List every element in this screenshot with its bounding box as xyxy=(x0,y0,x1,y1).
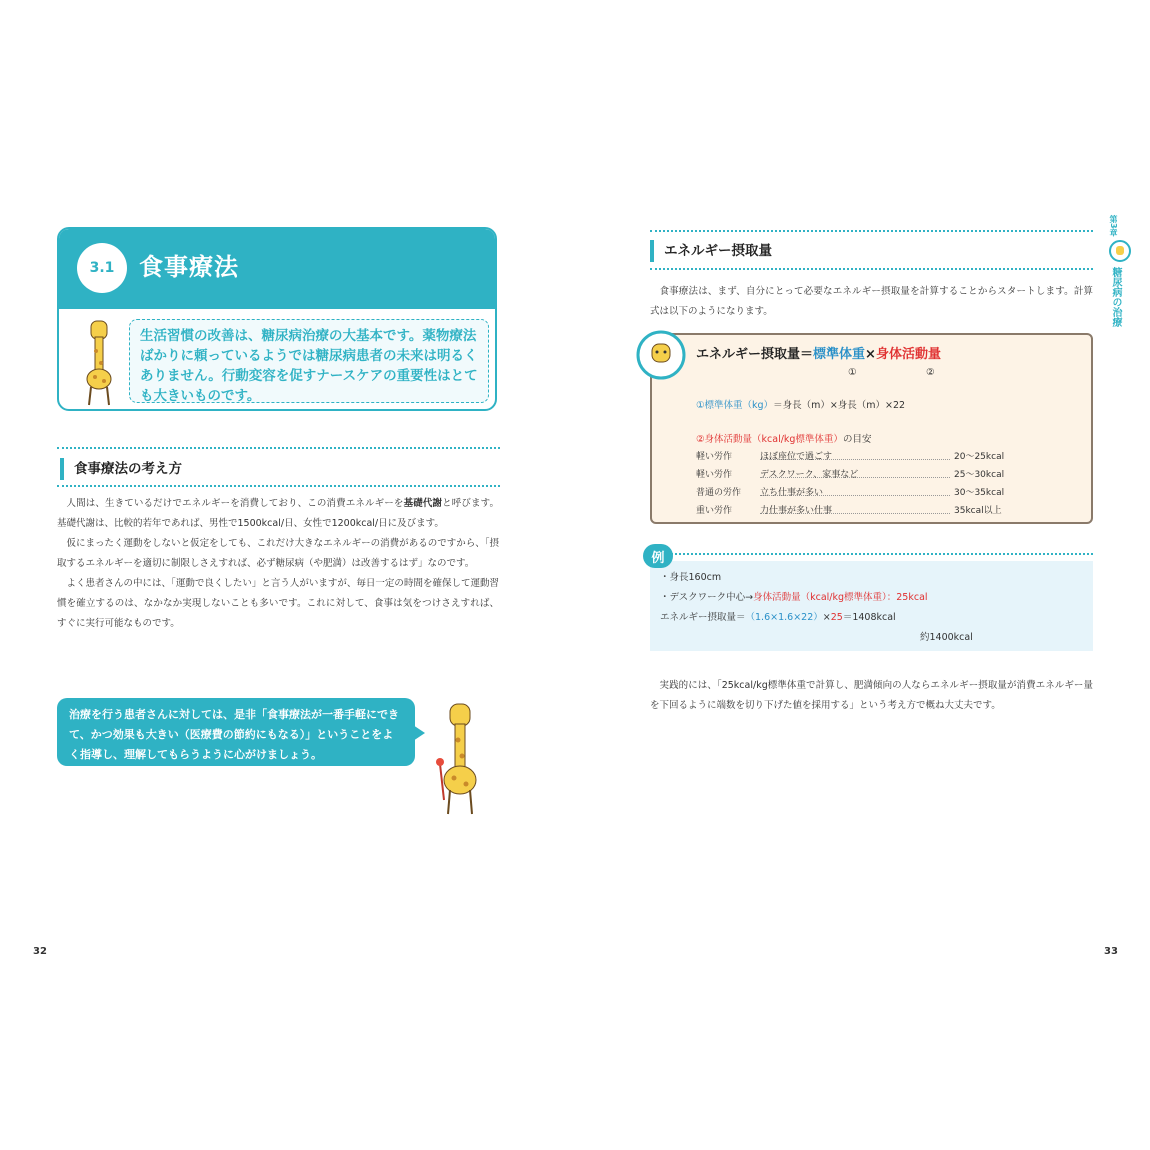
work-row xyxy=(696,502,1026,520)
text: の目安 xyxy=(842,434,872,445)
example-line xyxy=(660,609,896,623)
paragraph: 食事療法は、まず、自分にとって必要なエネルギー摂取量を計算することからスタートします。計算式は以下のようになります。 xyxy=(650,286,1093,317)
paragraph: 実践的には、「25kcal/kg標準体重で計算し、肥満傾向の人ならエネルギー摂取量が消費エネルギー量を下回るように端数を切り下げた値を採用する」という考え方で概ね大丈夫です。 xyxy=(650,680,1093,711)
text: エネルギー摂取量＝ xyxy=(660,612,746,623)
chapter-side-tab xyxy=(1108,215,1132,325)
giraffe-badge-icon xyxy=(636,330,686,380)
text: 人間は、生きているだけでエネルギーを消費しており、この消費エネルギーを xyxy=(66,498,404,509)
work-row xyxy=(696,466,1026,484)
divider xyxy=(650,230,1093,232)
text: デスクワーク、家事など xyxy=(760,466,950,478)
closing-text xyxy=(650,676,1093,716)
text: 35kcal以上 xyxy=(954,506,1002,516)
paragraph xyxy=(57,494,499,534)
advice-bubble: 治療を行う患者さんに対しては、是非「食事療法が一番手軽にできて、かつ効果も大きい（医療費の節約にもなる）」ということをよく指導し、理解してもらうように心がけましょう。 xyxy=(57,698,415,766)
text: ＝1408kcal xyxy=(842,612,896,623)
text: × xyxy=(822,612,831,623)
definition-1 xyxy=(696,397,905,411)
text: ほぼ座位で過ごす xyxy=(760,448,950,460)
text: 軽い労作 xyxy=(696,470,733,480)
text: ②身体活動量（kcal/kg標準体重） xyxy=(696,434,843,445)
divider xyxy=(57,447,500,449)
paragraph: よく患者さんの中には、「運動で良くしたい」と言う人がいますが、毎日一定の時間を確保して運動習慣を確立するのは、なかなか実現しないことも多いです。これに対して、食事は気をつけさえすれば、すぐに実行可能なものです。 xyxy=(57,578,499,629)
text: 標準体重 xyxy=(813,347,866,362)
text: 25〜30kcal xyxy=(954,470,1005,480)
text: 普通の労作 xyxy=(696,488,742,498)
giraffe-illustration xyxy=(430,700,490,818)
intro-text xyxy=(650,282,1093,322)
work-row xyxy=(696,484,1026,502)
text: 20〜25kcal xyxy=(954,452,1005,462)
text: 身体活動量 xyxy=(875,347,941,362)
text: 重い労作 xyxy=(696,506,733,516)
text: 立ち仕事が多い xyxy=(760,484,950,496)
divider xyxy=(57,485,500,487)
text: と呼びます。基礎代謝は、比較的若年であれば、男性で1500kcal/日、女性で1200kcal/日に及びます。 xyxy=(57,498,499,529)
chapter-title: 糖尿病の治療 xyxy=(1110,266,1121,327)
giraffe-icon xyxy=(1108,239,1132,263)
section-title: 食事療法 xyxy=(139,253,239,281)
formula-box xyxy=(650,333,1093,524)
text: 軽い労作 xyxy=(696,452,733,462)
text: （1.6×1.6×22） xyxy=(745,612,823,623)
example-line: ・身長160cm xyxy=(660,572,722,583)
example-box xyxy=(650,561,1093,651)
text: × xyxy=(865,347,876,362)
text: ①標準体重（kg） xyxy=(696,400,774,411)
example-badge: 例 xyxy=(643,544,673,568)
chapter-label: 第3章 xyxy=(1109,215,1118,237)
text: 25 xyxy=(830,612,843,623)
text: 30〜35kcal xyxy=(954,488,1005,498)
text: ・デスクワーク中心→ xyxy=(660,592,754,603)
example-line xyxy=(660,589,928,603)
formula-main xyxy=(696,343,941,362)
work-row xyxy=(696,448,1026,466)
text: 身体活動量（kcal/kg標準体重）：25kcal xyxy=(753,592,928,603)
text: エネルギー摂取量＝ xyxy=(696,347,814,362)
text: ＝身長（m）×身長（m）×22 xyxy=(773,400,906,411)
section-number: 3.1 xyxy=(77,243,127,293)
bold-term: 基礎代謝 xyxy=(403,498,443,509)
subheading: エネルギー摂取量 xyxy=(650,240,772,262)
mark-2: ② xyxy=(926,367,935,378)
example-line: 約1400kcal xyxy=(920,632,973,643)
text: 力仕事が多い仕事 xyxy=(760,502,950,514)
definition-2 xyxy=(696,431,871,445)
divider xyxy=(650,268,1093,270)
page-number: 33 xyxy=(1104,946,1118,957)
subheading: 食事療法の考え方 xyxy=(60,458,182,480)
section-header xyxy=(59,229,495,309)
body-text xyxy=(57,494,499,634)
page-number: 32 xyxy=(33,946,47,957)
intro-bubble: 生活習慣の改善は、糖尿病治療の大基本です。薬物療法ばかりに頼っているようでは糖尿病患者の未来は明るくありません。行動変容を促すナースケアの重要性はとても大きいものです。 xyxy=(129,319,489,403)
divider xyxy=(650,553,1093,555)
mark-1: ① xyxy=(848,367,857,378)
section-box xyxy=(57,227,497,411)
paragraph: 仮にまったく運動をしないと仮定をしても、これだけ大きなエネルギーの消費があるのですから、「摂取するエネルギーを適切に制限しさえすれば、必ず糖尿病（や肥満）は改善するはず」なのです。 xyxy=(57,538,499,569)
bubble-tail xyxy=(413,725,425,741)
giraffe-illustration xyxy=(77,317,123,407)
work-level-table xyxy=(696,448,1026,520)
